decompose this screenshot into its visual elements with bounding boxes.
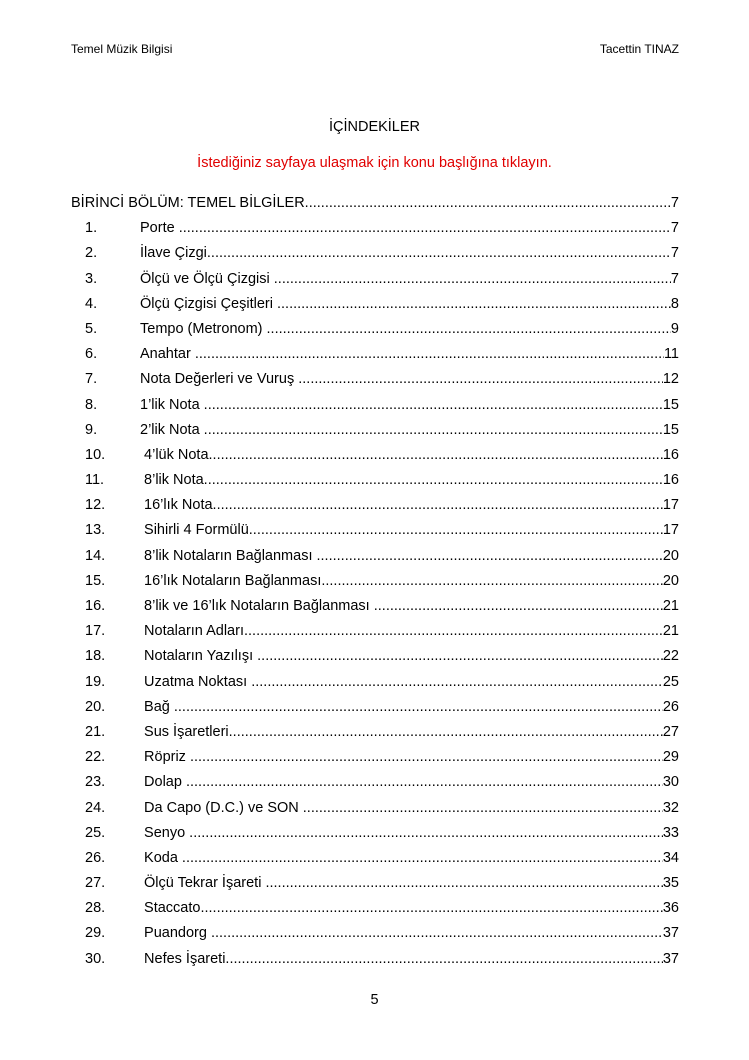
toc-entry-link[interactable] <box>71 422 679 447</box>
toc-entry-link[interactable] <box>71 850 679 875</box>
toc-entry-link[interactable] <box>71 825 679 850</box>
toc-entry-link[interactable] <box>71 800 679 825</box>
toc-leader-dots <box>274 271 671 287</box>
toc-leader-dots <box>189 825 663 841</box>
toc-entry-number: 15. <box>85 572 106 589</box>
toc-entry-number: 13. <box>85 522 106 539</box>
toc-entry-link[interactable] <box>71 951 679 976</box>
toc-entry-number: 11. <box>85 472 105 489</box>
toc-leader-dots <box>244 623 663 639</box>
toc-entry-link[interactable] <box>71 875 679 900</box>
toc-entry-page: 9 <box>670 320 679 337</box>
toc-entry-page: 12 <box>662 371 679 388</box>
toc-entry-number: 29. <box>85 925 106 942</box>
toc-entry-number: 24. <box>85 799 106 816</box>
toc-entry-label: Nefes İşareti <box>140 950 226 967</box>
toc-entry-number: 7. <box>85 371 98 388</box>
toc-entry-link[interactable] <box>71 724 679 749</box>
toc-entry-label: 4’lük Nota <box>140 446 209 463</box>
toc-entry-page: 27 <box>662 723 679 740</box>
toc-entry-link[interactable] <box>71 220 679 245</box>
toc-entry-page: 21 <box>662 623 679 640</box>
toc-entry-number: 28. <box>85 900 106 917</box>
toc-entry-page: 20 <box>662 572 679 589</box>
toc-entry-label: Tempo (Metronom) <box>140 320 267 337</box>
toc-entry-page: 7 <box>670 245 679 262</box>
toc-entry-label: 8’lik ve 16’lık Notaların Bağlanması <box>140 598 374 614</box>
toc-entry-link[interactable] <box>71 573 679 598</box>
toc-leader-dots <box>182 850 663 866</box>
toc-entry-number: 18. <box>85 648 106 665</box>
running-header-author: Tacettin TINAZ <box>599 42 679 56</box>
toc-entry-label: Dolap <box>140 774 186 791</box>
toc-entry-page: 8 <box>670 295 679 312</box>
toc-leader-dots <box>251 674 663 690</box>
running-header-title: Temel Müzik Bilgisi <box>71 42 173 56</box>
toc-leader-dots <box>317 548 663 564</box>
toc-leader-dots <box>204 397 663 413</box>
toc-leader-dots <box>277 296 671 312</box>
toc-leader-dots <box>229 724 663 740</box>
toc-entry-link[interactable] <box>71 925 679 950</box>
toc-instruction: İstediğiniz sayfaya ulaşmak için konu başlığına tıklayın. <box>197 155 552 171</box>
toc-entry-page: 16 <box>662 446 679 463</box>
toc-leader-dots <box>207 245 671 261</box>
toc-entry-number: 10. <box>85 446 106 463</box>
toc-entry-label: Puandorg <box>140 925 211 942</box>
toc-entry-link[interactable] <box>71 245 679 270</box>
toc-entry-page: 37 <box>662 925 679 942</box>
table-of-contents <box>71 195 679 976</box>
toc-entry-page: 15 <box>662 396 679 413</box>
toc-entry-number: 12. <box>85 497 106 514</box>
toc-leader-dots <box>195 346 664 362</box>
toc-entry-link[interactable] <box>71 321 679 346</box>
toc-leader-dots <box>204 472 663 488</box>
toc-entry-page: 7 <box>670 220 679 237</box>
toc-entry-label: Röpriz <box>140 749 190 766</box>
toc-entry-link[interactable] <box>71 522 679 547</box>
toc-leader-dots <box>374 598 663 614</box>
toc-entry-page: 29 <box>662 749 679 766</box>
toc-entry-number: 16. <box>85 598 106 614</box>
toc-entry-link[interactable] <box>71 296 679 321</box>
toc-section-link[interactable] <box>71 195 679 220</box>
toc-entry-label: Senyo <box>140 824 190 841</box>
toc-entry-label: Uzatma Noktası <box>140 673 252 690</box>
toc-leader-dots <box>225 951 662 967</box>
toc-entry-link[interactable] <box>71 749 679 774</box>
toc-entry-link[interactable] <box>71 548 679 573</box>
toc-entry-page: 11 <box>663 346 679 363</box>
toc-leader-dots <box>190 749 663 765</box>
toc-leader-dots <box>305 195 671 211</box>
toc-entry-page: 30 <box>662 774 679 791</box>
toc-entry-label: Staccato <box>140 900 201 917</box>
toc-entry-label: 16’lık Nota <box>140 497 213 514</box>
toc-entry-label: Sus İşaretleri <box>140 723 229 740</box>
toc-leader-dots <box>303 800 663 816</box>
toc-entry-label: 16’lık Notaların Bağlanması <box>140 572 322 589</box>
toc-entry-page: 16 <box>662 472 679 489</box>
toc-leader-dots <box>298 371 663 387</box>
toc-entry-number: 22. <box>85 749 106 766</box>
toc-leader-dots <box>267 321 671 337</box>
toc-entry-link[interactable] <box>71 371 679 396</box>
toc-leader-dots <box>204 422 663 438</box>
toc-leader-dots <box>265 875 662 891</box>
toc-entry-label: Notaların Yazılışı <box>140 648 258 665</box>
toc-title: İÇİNDEKİLER <box>328 119 421 135</box>
toc-entry-link[interactable] <box>71 397 679 422</box>
toc-entry-link[interactable] <box>71 472 679 497</box>
toc-entry-label: Ölçü Çizgisi Çeşitleri <box>140 295 277 312</box>
toc-entry-label: 1’lik Nota <box>140 396 204 413</box>
toc-entry-label: 8’lik Notaların Bağlanması <box>140 547 317 564</box>
toc-leader-dots <box>209 447 663 463</box>
toc-leader-dots <box>321 573 663 589</box>
toc-entry-number: 5. <box>85 320 98 337</box>
page-number: 5 <box>370 992 379 1008</box>
toc-entry-label: Ölçü Tekrar İşareti <box>140 875 266 892</box>
toc-entry-number: 25. <box>85 824 106 841</box>
toc-entry-number: 27. <box>85 875 106 892</box>
toc-entry-number: 26. <box>85 849 106 866</box>
toc-entry-page: 34 <box>662 849 679 866</box>
toc-entry-number: 21. <box>85 723 106 740</box>
toc-entry-link[interactable] <box>71 774 679 799</box>
toc-leader-dots <box>257 648 663 664</box>
toc-entry-link[interactable] <box>71 900 679 925</box>
toc-entry-number: 1. <box>85 220 98 237</box>
toc-entry-number: 30. <box>85 950 106 967</box>
toc-entry-page: 21 <box>662 598 679 614</box>
toc-entry-label: Da Capo (D.C.) ve SON <box>140 799 303 816</box>
toc-entry-link[interactable] <box>71 346 679 371</box>
toc-leader-dots <box>186 774 663 790</box>
toc-section-label: BİRİNCİ BÖLÜM: TEMEL BİLGİLER <box>71 195 305 211</box>
toc-entry-page: 37 <box>662 950 679 967</box>
toc-entry-number: 2. <box>85 245 98 262</box>
toc-entry-number: 3. <box>85 270 98 287</box>
toc-entry-number: 19. <box>85 673 106 690</box>
toc-entry-page: 22 <box>662 648 679 665</box>
toc-entry-page: 17 <box>662 522 679 539</box>
toc-entry-label: Bağ <box>140 698 174 715</box>
toc-entry-page: 15 <box>662 421 679 438</box>
toc-leader-dots <box>174 699 663 715</box>
toc-section-page: 7 <box>670 195 679 211</box>
toc-entry-number: 6. <box>85 346 98 363</box>
toc-entry-link[interactable] <box>71 648 679 673</box>
toc-entry-page: 7 <box>670 270 679 287</box>
toc-entry-label: 2’lik Nota <box>140 421 204 438</box>
toc-leader-dots <box>249 522 663 538</box>
toc-entry-link[interactable] <box>71 699 679 724</box>
toc-entry-label: Notaların Adları <box>140 623 244 640</box>
toc-entry-list <box>71 220 679 976</box>
toc-entry-number: 17. <box>85 623 106 640</box>
toc-entry-label: Anahtar <box>140 346 195 363</box>
toc-entry-number: 4. <box>85 295 98 312</box>
toc-entry-number: 14. <box>85 547 106 564</box>
toc-entry-label: İlave Çizgi <box>140 245 207 262</box>
toc-entry-link[interactable] <box>71 497 679 522</box>
toc-entry-page: 33 <box>662 824 679 841</box>
toc-entry-page: 17 <box>662 497 679 514</box>
toc-entry-label: Sihirli 4 Formülü <box>140 522 249 539</box>
toc-leader-dots <box>213 497 663 513</box>
toc-entry-label: Nota Değerleri ve Vuruş <box>140 371 299 388</box>
toc-entry-number: 23. <box>85 774 106 791</box>
toc-leader-dots <box>211 925 663 941</box>
toc-entry-number: 9. <box>85 421 98 438</box>
toc-entry-page: 26 <box>662 698 679 715</box>
toc-entry-link[interactable] <box>71 674 679 699</box>
toc-entry-link[interactable] <box>71 598 679 623</box>
toc-entry-page: 32 <box>662 799 679 816</box>
toc-entry-page: 25 <box>662 673 679 690</box>
toc-entry-number: 8. <box>85 396 98 413</box>
toc-entry-label: Koda <box>140 849 182 866</box>
toc-leader-dots <box>200 900 662 916</box>
toc-entry-link[interactable] <box>71 623 679 648</box>
toc-entry-number: 20. <box>85 698 106 715</box>
toc-entry-page: 36 <box>662 900 679 917</box>
toc-entry-page: 20 <box>662 547 679 564</box>
toc-entry-link[interactable] <box>71 447 679 472</box>
toc-entry-label: Porte <box>140 220 179 237</box>
toc-entry-page: 35 <box>662 875 679 892</box>
toc-entry-link[interactable] <box>71 271 679 296</box>
toc-entry-label: Ölçü ve Ölçü Çizgisi <box>140 270 274 287</box>
toc-entry-label: 8’lik Nota <box>140 472 204 489</box>
toc-leader-dots <box>179 220 671 236</box>
